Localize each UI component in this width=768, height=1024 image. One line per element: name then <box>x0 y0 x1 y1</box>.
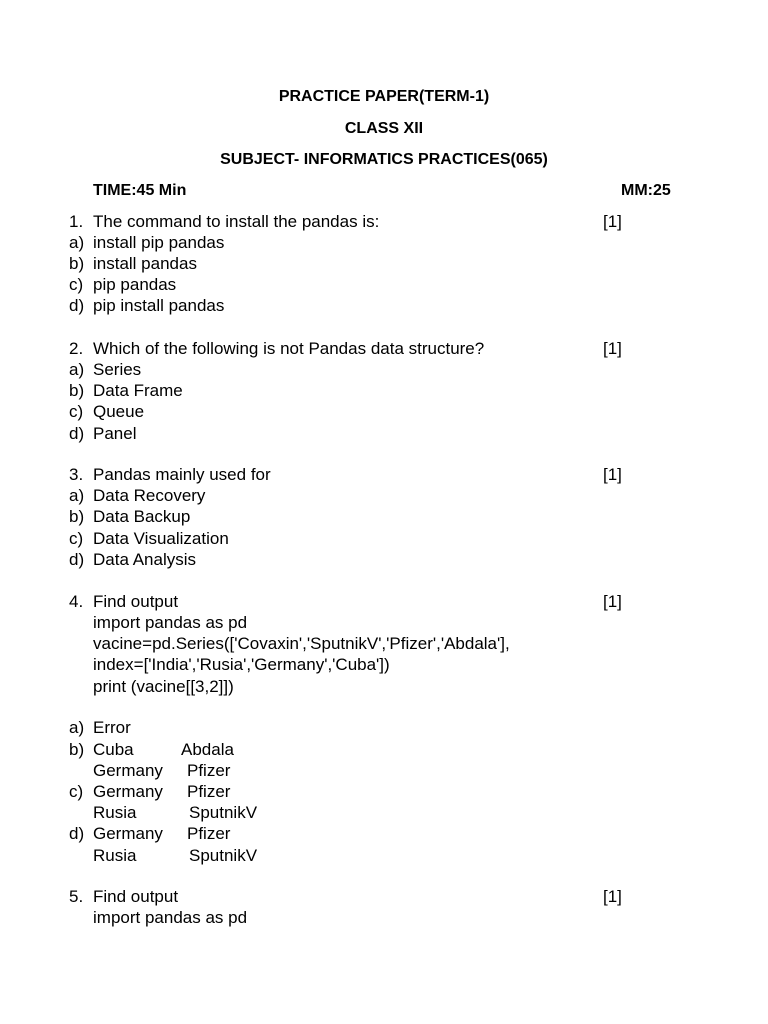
option-label: a) <box>69 360 85 379</box>
option-text: Data Recovery <box>93 486 206 505</box>
option-value: Pfizer <box>187 761 231 780</box>
option-label: c) <box>69 529 84 548</box>
code-line: import pandas as pd <box>93 908 248 927</box>
option-label: d) <box>69 296 85 315</box>
code-line: import pandas as pd <box>93 613 248 632</box>
option-text: Data Frame <box>93 381 183 400</box>
option-label: b) <box>69 381 85 400</box>
option-text: Series <box>93 360 142 379</box>
option-text: Data Visualization <box>93 529 229 548</box>
question-number: 1. <box>69 212 84 231</box>
option-text: Panel <box>93 424 137 443</box>
question-text: The command to install the pandas is: <box>93 212 380 231</box>
code-line: index=['India','Rusia','Germany','Cuba']) <box>93 655 390 674</box>
subject-label: SUBJECT- INFORMATICS PRACTICES(065) <box>220 151 548 168</box>
option-index: Germany <box>93 824 163 843</box>
option-label: a) <box>69 718 85 737</box>
question-text: Find output <box>93 592 179 611</box>
option-label: d) <box>69 824 85 843</box>
option-text: install pandas <box>93 254 197 273</box>
option-text: install pip pandas <box>93 233 225 252</box>
option-index: Rusia <box>93 803 137 822</box>
option-label: b) <box>69 740 85 759</box>
option-text: Error <box>93 718 131 737</box>
question-marks: [1] <box>603 212 622 231</box>
question-number: 3. <box>69 465 84 484</box>
option-label: a) <box>69 486 85 505</box>
option-text: Data Analysis <box>93 550 196 569</box>
option-text: Queue <box>93 402 145 421</box>
question-text: Pandas mainly used for <box>93 465 271 484</box>
question-text: Find output <box>93 887 179 906</box>
question-number: 5. <box>69 887 84 906</box>
time-label: TIME:45 Min <box>93 182 187 199</box>
option-label: d) <box>69 424 85 443</box>
option-label: c) <box>69 275 84 294</box>
option-index: Cuba <box>93 740 134 759</box>
option-index: Germany <box>93 761 163 780</box>
option-text: Data Backup <box>93 507 191 526</box>
option-label: d) <box>69 550 85 569</box>
question-number: 2. <box>69 339 84 358</box>
paper-title: PRACTICE PAPER(TERM-1) <box>278 88 490 105</box>
max-marks-label: MM:25 <box>621 182 671 199</box>
option-value: Pfizer <box>187 782 231 801</box>
question-text: Which of the following is not Pandas data structure? <box>93 339 485 358</box>
option-index: Rusia <box>93 846 137 865</box>
question-number: 4. <box>69 592 84 611</box>
option-value: Pfizer <box>187 824 231 843</box>
option-label: c) <box>69 782 84 801</box>
question-marks: [1] <box>603 339 622 358</box>
code-line: print (vacine[[3,2]]) <box>93 677 234 696</box>
code-line: vacine=pd.Series(['Covaxin','SputnikV','Pfizer','Abdala'], <box>93 634 510 653</box>
option-label: a) <box>69 233 85 252</box>
option-label: c) <box>69 402 84 421</box>
class-label: CLASS XII <box>344 120 424 137</box>
question-marks: [1] <box>603 592 622 611</box>
option-text: pip pandas <box>93 275 177 294</box>
question-marks: [1] <box>603 465 622 484</box>
option-index: Germany <box>93 782 163 801</box>
question-marks: [1] <box>603 887 622 906</box>
option-label: b) <box>69 254 85 273</box>
option-text: pip install pandas <box>93 296 225 315</box>
option-value: SputnikV <box>189 846 258 865</box>
option-label: b) <box>69 507 85 526</box>
option-value: Abdala <box>181 740 234 759</box>
option-value: SputnikV <box>189 803 258 822</box>
